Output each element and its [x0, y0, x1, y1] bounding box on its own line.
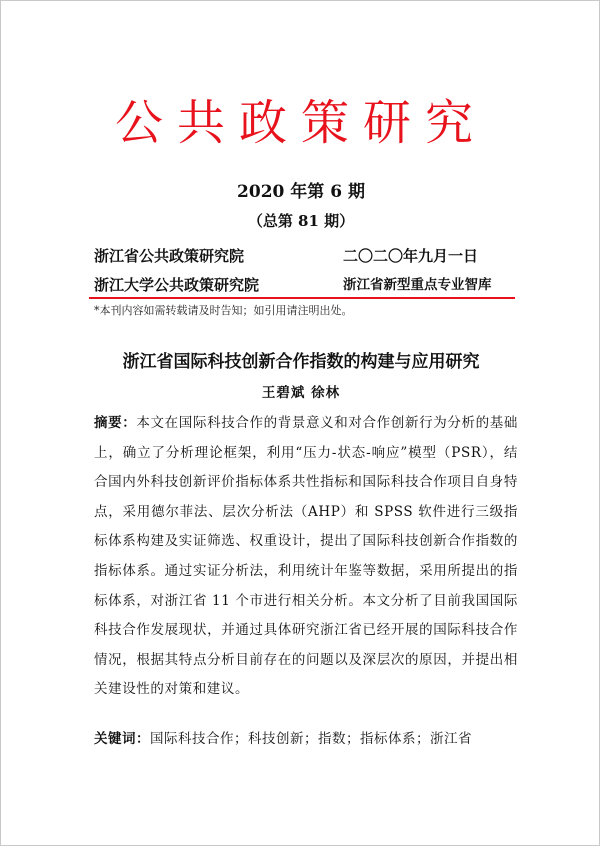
- keywords-text: 国际科技合作；科技创新；指数；指标体系；浙江省: [150, 731, 472, 747]
- publish-date: 二〇二〇年九月一日: [343, 247, 479, 265]
- abstract-label: 摘要：: [94, 415, 137, 431]
- masthead-divider: [89, 297, 515, 299]
- journal-masthead: 公共政策研究: [114, 95, 487, 151]
- reprint-notice: *本刊内容如需转载请及时告知；如引用请注明出处。: [94, 304, 353, 317]
- article-authors: 王碧斌 徐林: [261, 385, 341, 401]
- abstract-text: 本文在国际科技合作的背景意义和对合作创新行为分析的基础上，确立了分析理论框架，利用“压力-状态-响应”模型（PSR），结合国内外科技创新评价指标体系共性指标和国际科技合作项目自身特点，采用德尔菲法、层次分析法（AHP）和 SPSS 软件进行三级指标体系构建及实证筛选、权重设计，提出了国际科技创新合作指数的指标体系。通过实证分析法，利用统计年鉴等数据，采用所提出的指标体系，对浙江省 11 个市进行相关分析。本文分析了目前我国国际科技合作发展现状，并通过具体研究浙江省已经开展的国际科技合作情况，根据其特点分析目前存在的问题以及深层次的原因，并提出相关建设性的对策和建议。: [94, 415, 518, 698]
- publisher-org-3: 浙江省新型重点专业智库: [343, 277, 492, 293]
- article-title: 浙江省国际科技创新合作指数的构建与应用研究: [122, 352, 480, 372]
- total-issue-number: （总第 81 期）: [247, 212, 355, 230]
- publisher-org-2: 浙江大学公共政策研究院: [94, 276, 260, 294]
- issue-number: 2020 年第 6 期: [237, 182, 365, 202]
- keywords-label: 关键词：: [94, 731, 150, 747]
- abstract-paragraph: [94, 409, 518, 705]
- publisher-org-1: 浙江省公共政策研究院: [94, 247, 245, 265]
- keywords-line: [94, 727, 518, 751]
